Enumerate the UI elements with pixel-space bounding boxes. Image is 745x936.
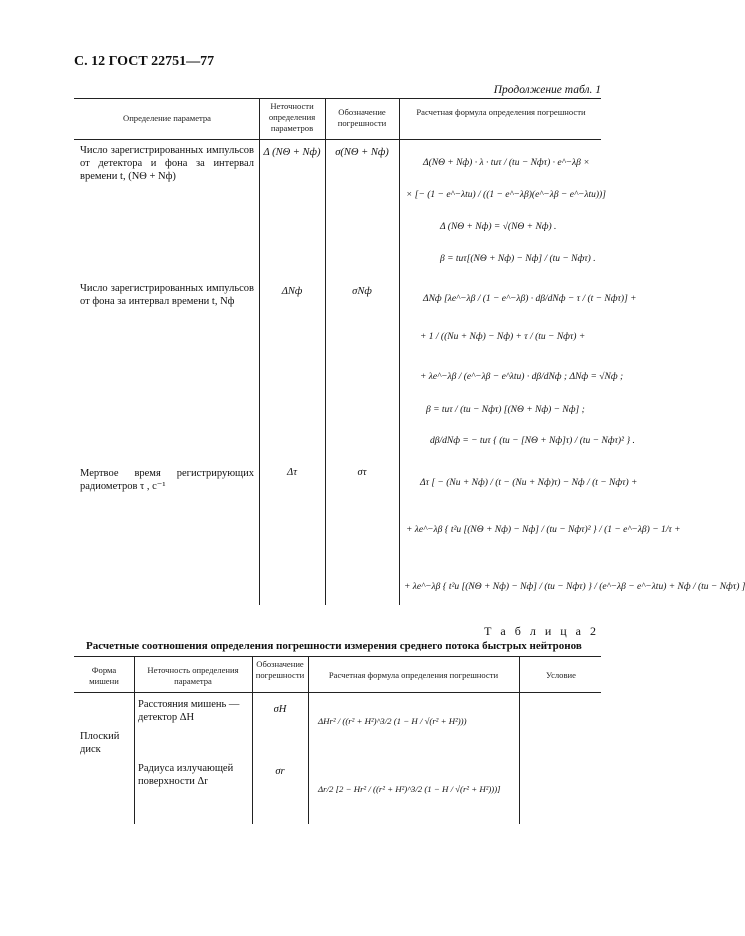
formula-f4: β = tиτ[(NΘ + Nф) − Nф] / (tи − Nфτ) .	[440, 254, 596, 264]
page-title: С. 12 ГОСТ 22751—77	[74, 54, 215, 69]
t2-target-shape: Плоский диск	[80, 731, 120, 755]
formula-f5: ΔNф [λe^−λβ / (1 − e^−λβ) · dβ/dNф − τ / (t − Nфτ)] +	[423, 294, 637, 304]
formula-f6: + 1 / ((Nи + Nф) − Nф) + τ / (tи − Nфτ) +	[420, 332, 586, 342]
t2-row1-symbol: σH	[273, 704, 287, 715]
t2-col-inaccuracy: Неточность определения параметра	[147, 665, 239, 686]
formula-f1: Δ(NΘ + Nф) · λ · tиτ / (tи − Nфτ) · e^−λβ ×	[423, 158, 590, 168]
table2-label: Т а б л и ц а 2	[484, 624, 599, 638]
formula-f3: Δ (NΘ + Nф) = √(NΘ + Nф) .	[440, 222, 557, 232]
t2-col-formula: Расчетная формула определения погрешности	[328, 670, 499, 680]
t2-row1-inaccuracy: Расстояния мишень — детектор ΔH	[138, 699, 240, 723]
t2-row2-symbol: σr	[275, 766, 285, 777]
t1-row3-inaccuracy: Δτ	[287, 467, 297, 478]
t1-col-inaccuracy: Неточности определения параметров	[268, 101, 316, 133]
t1-row3-definition: Мертвое время регистрирующих радиометров τ , с⁻¹	[80, 468, 254, 492]
formula-f11: + λe^−λβ { t²и [(NΘ + Nф) − Nф] / (tи − Nфτ)² } / (1 − e^−λβ) − 1/τ +	[406, 525, 681, 535]
t1-col-formula: Расчетная формула определения погрешности	[416, 107, 586, 117]
formula-f12: + λe^−λβ { t²и [(NΘ + Nф) − Nф] / (tи − Nфτ) } / (e^−λβ − e^−λtи) + Nф / (tи − Nфτ) ]	[404, 582, 745, 592]
t1-col-definition: Определение параметра	[122, 113, 211, 123]
t2-col-symbol: Обозначение погрешности	[255, 659, 305, 680]
t1-row1-definition: Число зарегистрированных импульсов от детектора и фона за интервал времени t, (NΘ + Nф)	[80, 145, 254, 182]
table2-title: Расчетные соотношения определения погрешности измерения среднего потока быстрых нейтронов	[86, 640, 582, 652]
formula-f8: β = tиτ / (tи − Nфτ) [(NΘ + Nф) − Nф] ;	[426, 405, 585, 415]
t2-row2-formula: Δr/2 [2 − Hr² / ((r² + H²)^3/2 (1 − H / √(r² + H²)))]	[318, 784, 501, 794]
t1-row1-inaccuracy: Δ (NΘ + Nф)	[263, 147, 321, 158]
t1-row1-symbol: σ(NΘ + Nф)	[335, 147, 389, 158]
continuation-label: Продолжение табл. 1	[493, 84, 601, 96]
formula-f9: dβ/dNф = − tиτ { (tи − [NΘ + Nф]τ) / (tи − Nфτ)² } .	[430, 436, 635, 446]
t1-row2-definition: Число зарегистрированных импульсов от фона за интервал времени t, Nф	[80, 283, 254, 307]
t1-row3-symbol: στ	[357, 467, 367, 478]
t1-row2-inaccuracy: ΔNф	[281, 286, 303, 297]
t2-col-shape: Форма мишени	[89, 665, 119, 686]
t2-row1-formula: ΔHr² / ((r² + H²)^3/2 (1 − H / √(r² + H²)))	[318, 716, 467, 726]
t1-col-symbol: Обозначение погрешности	[337, 107, 387, 128]
formula-f7: + λe^−λβ / (e^−λβ − e^λtи) · dβ/dNф ; ΔNф = √Nф ;	[420, 372, 624, 382]
t2-row2-inaccuracy: Радиуса излучающей поверхности Δr	[138, 763, 234, 787]
t2-col-condition: Условие	[546, 670, 576, 680]
formula-f10: Δτ [ − (Nи + Nф) / (t − (Nи + Nф)τ) − Nф / (t − Nфτ) +	[420, 478, 638, 488]
t1-row2-symbol: σNф	[352, 286, 372, 297]
formula-f2: × [− (1 − e^−λtи) / ((1 − e^−λβ)(e^−λβ − e^−λtи))]	[406, 190, 606, 200]
